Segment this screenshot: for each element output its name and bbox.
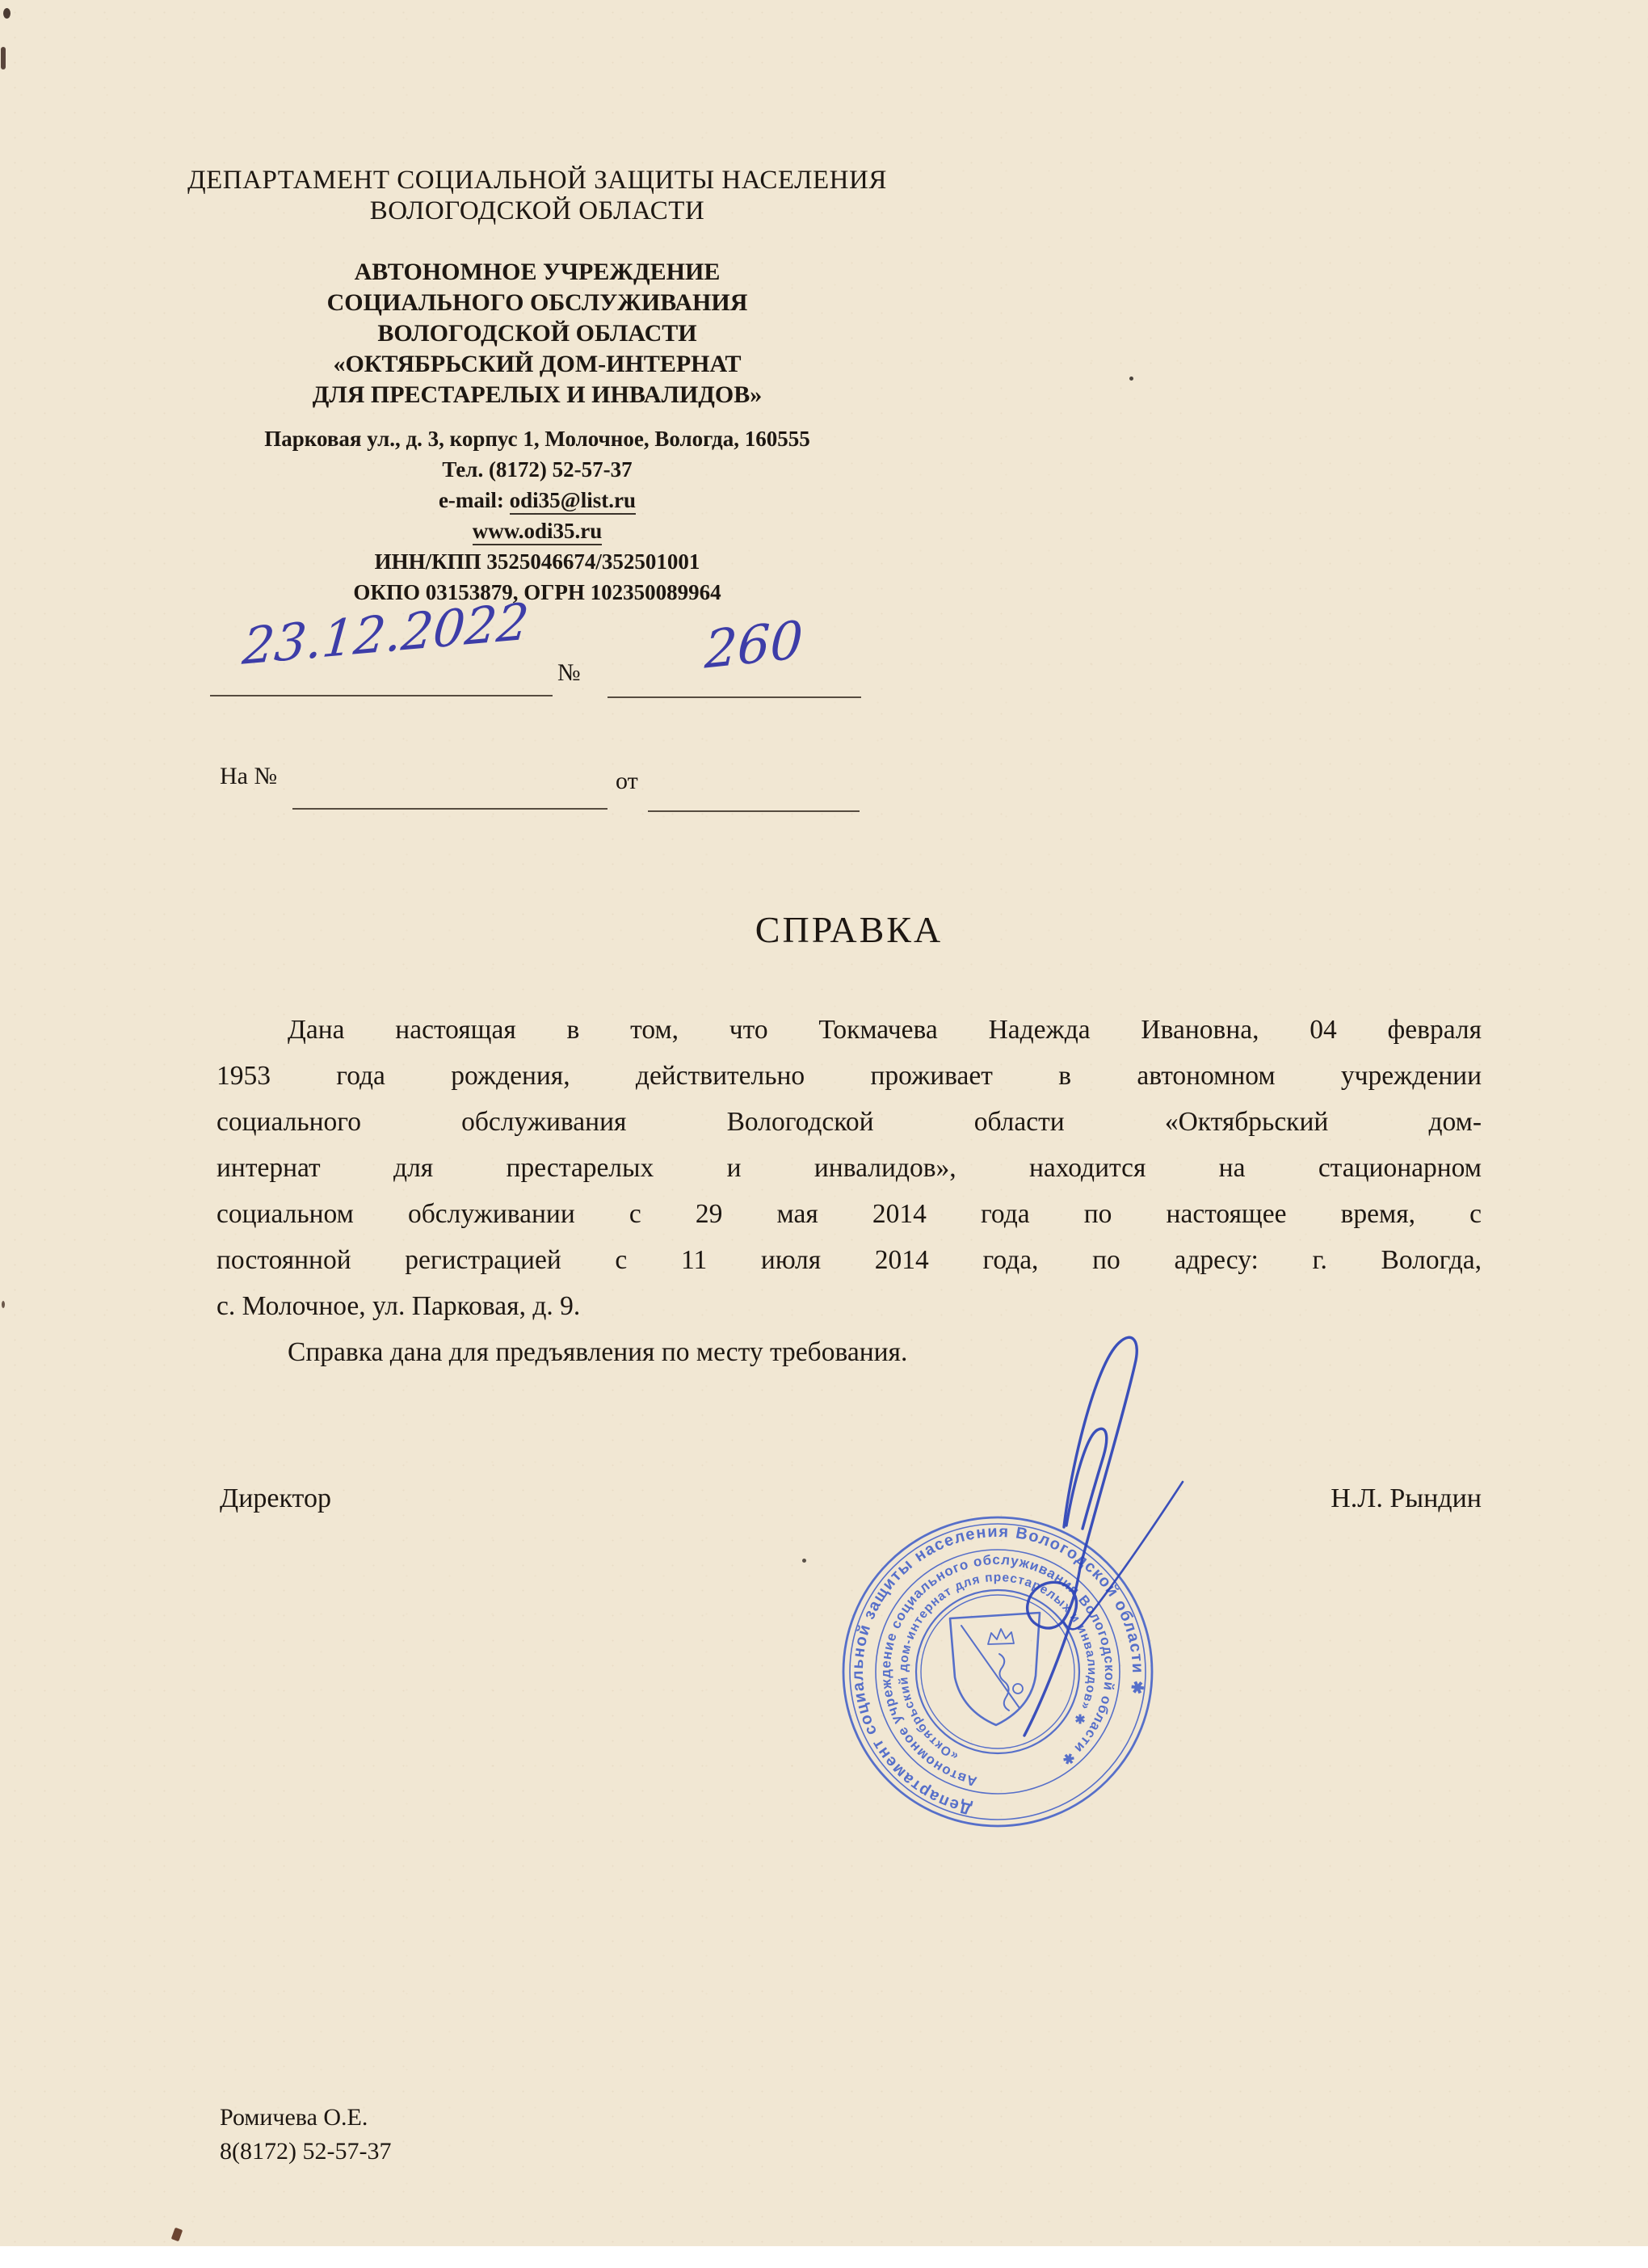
signer-name: Н.Л. Рындин <box>1331 1483 1482 1513</box>
postal-address: Парковая ул., д. 3, корпус 1, Молочное, Вологда, 160555 <box>264 427 810 451</box>
organization-line: «ОКТЯБРЬСКИЙ ДОМ-ИНТЕРНАТ <box>333 351 742 377</box>
stamp-middle-ring-text: Автономное учреждение социального обслуживания Вологодской области ✱ <box>877 1551 1118 1790</box>
phone-line: Тел. (8172) 52-57-37 <box>442 457 633 482</box>
document-title: СПРАВКА <box>755 909 944 950</box>
body-line: социального обслуживания Вологодской области «Октябрьский дом- <box>217 1107 1482 1137</box>
executor-block <box>220 2101 391 2169</box>
body-line: постоянной регистрацией с 11 июля 2014 года, по адресу: г. Вологда, <box>217 1245 1482 1275</box>
body-line: Справка дана для предъявления по месту требования. <box>288 1337 908 1367</box>
email-line <box>186 485 889 515</box>
scan-speck <box>1 47 6 69</box>
ot-label: от <box>616 768 638 794</box>
scan-speck <box>3 8 11 19</box>
organization-name <box>186 257 889 410</box>
na-no-rule-line <box>292 808 607 810</box>
scan-bottom-white-strip <box>0 2246 1648 2268</box>
scan-speck <box>171 2228 183 2242</box>
ot-rule-line <box>648 810 860 812</box>
organization-line: ВОЛОГОДСКОЙ ОБЛАСТИ <box>377 320 697 347</box>
body-line: 1953 года рождения, действительно проживает в автономном учреждении <box>217 1061 1482 1091</box>
organization-line: СОЦИАЛЬНОГО ОБСЛУЖИВАНИЯ <box>326 289 748 316</box>
okpo-ogrn-line: ОКПО 03153879, ОГРН 102350089964 <box>353 580 721 604</box>
pen-signature <box>921 1317 1212 1753</box>
scan-speck <box>1129 377 1133 381</box>
stamp-outer-ring-text: Департамент социальной защиты населения Вологодской области ✱ <box>848 1522 1147 1818</box>
department-name-line2: ВОЛОГОДСКОЙ ОБЛАСТИ <box>369 196 705 225</box>
na-no-label: На № <box>220 763 278 789</box>
executor-name: Ромичева О.Е. <box>220 2104 368 2131</box>
body-line: Дана настоящая в том, что Токмачева Надежда Ивановна, 04 февраля <box>288 1015 1482 1045</box>
handwritten-date: 23.12.2022 <box>240 591 532 676</box>
body-paragraph <box>217 1007 1482 1375</box>
website-address: www.odi35.ru <box>473 519 603 545</box>
scan-speck <box>2 1301 5 1308</box>
contact-block <box>186 423 889 608</box>
organization-line: АВТОНОМНОЕ УЧРЕЖДЕНИЕ <box>354 259 721 285</box>
stamp-inner-ring-text: «Октябрьский дом-интернат для престарелых и инвалидов» ✱ <box>896 1570 1099 1763</box>
body-line: интернат для престарелых и инвалидов», находится на стационарном <box>217 1153 1482 1183</box>
scan-speck <box>802 1559 806 1563</box>
executor-phone: 8(8172) 52-57-37 <box>220 2138 392 2165</box>
date-rule-line <box>210 695 553 696</box>
inn-kpp-line: ИНН/КПП 3525046674/352501001 <box>374 549 700 574</box>
organization-line: ДЛЯ ПРЕСТАРЕЛЫХ И ИНВАЛИДОВ» <box>312 381 763 408</box>
email-label: e-mail: <box>438 488 510 512</box>
number-sign-label: № <box>557 659 581 686</box>
body-line: с. Молочное, ул. Парковая, д. 9. <box>217 1291 581 1321</box>
handwritten-number: 260 <box>704 610 805 681</box>
website-line <box>186 515 889 546</box>
signer-position: Директор <box>220 1483 331 1513</box>
email-address: odi35@list.ru <box>510 488 636 515</box>
body-line: социальном обслуживании с 29 мая 2014 года по настоящее время, с <box>217 1199 1482 1229</box>
number-rule-line <box>607 696 861 698</box>
department-name-line1: ДЕПАРТАМЕНТ СОЦИАЛЬНОЙ ЗАЩИТЫ НАСЕЛЕНИЯ <box>187 166 887 195</box>
